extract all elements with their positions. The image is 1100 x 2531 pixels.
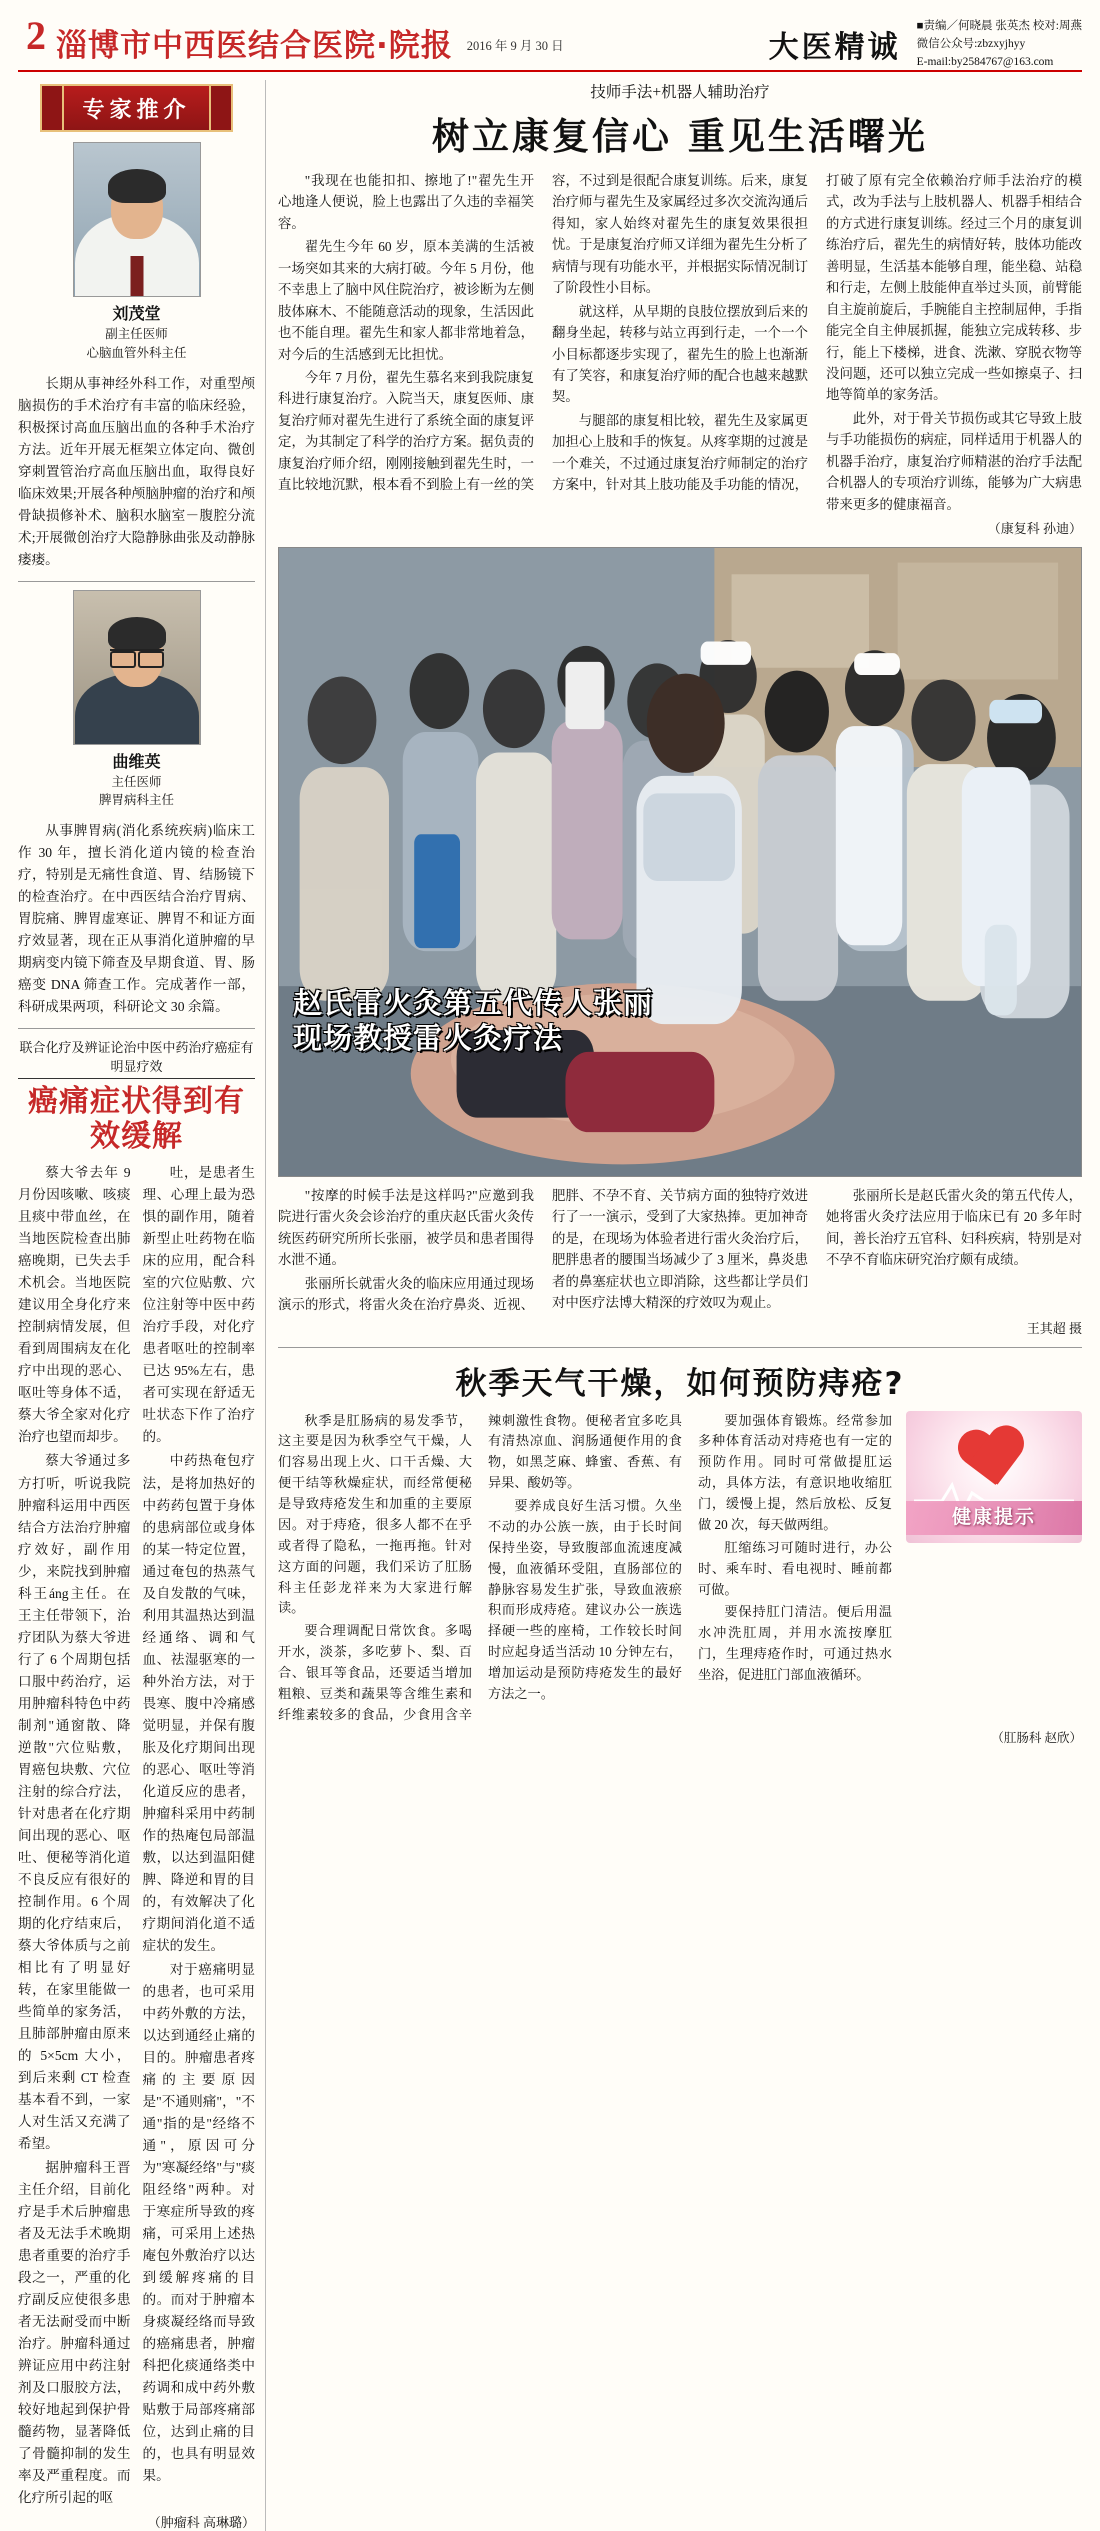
bottom-story-text bbox=[278, 1411, 892, 1726]
doctor-bio-block bbox=[18, 820, 255, 1018]
ribbon-wing-right bbox=[211, 84, 233, 132]
bottom-story-paragraph: 肛缩练习可随时进行，办公时、乘车时、看电视时、睡前都可做。 bbox=[698, 1539, 892, 1597]
doctor-bio-block bbox=[18, 373, 255, 571]
masthead-credits bbox=[917, 16, 1082, 71]
doctor-title-line-2: 心脑血管外科主任 bbox=[86, 345, 187, 360]
doctor-title-line-2: 脾胃病科主任 bbox=[98, 793, 174, 808]
doctor-title-line-1: 主任医师 bbox=[111, 774, 162, 789]
cancer-paragraph: 吐，是患者生理、心理上最为恐惧的副作用，随着新型止吐药物在临床的应用，配合科室的穴位贴敷、穴位注射等中医中药治疗手段，对化疗患者呕吐的控制率已达 95%左右，患者可实现在舒适无吐状态下作了治疗的。 bbox=[142, 1165, 255, 1445]
crowd-svg bbox=[279, 548, 1081, 1176]
cancer-byline: （肿瘤科 高琳璐） bbox=[147, 2515, 255, 2531]
doctor-name: 曲维英 bbox=[112, 751, 161, 771]
credits-line-1: ■责编／何晓晨 张英杰 校对:周燕 bbox=[916, 20, 1082, 32]
doctor-photo bbox=[73, 590, 201, 745]
top-story-paragraph: "我现在也能扣扣、擦地了!"翟先生开心地逢人便说，脸上也露出了久违的幸福笑容。 bbox=[278, 173, 534, 231]
bottom-story-paragraph: 秋季是肛肠病的易发季节，这主要是因为秋季空气干燥，人们容易出现上火、口干舌燥、大便干结等秋燥症状，而经常便秘是导致痔疮发生和加重的主要原因。对于痔疮，很多人都不在乎或者得了隐私，一拖再拖。针对这方面的问题，我们采访了肛肠科主任彭龙祥来为大家进行解读。 bbox=[278, 1412, 472, 1616]
doctor-photo bbox=[73, 142, 201, 297]
bottom-story-paragraph: 要保持肛门清洁。便后用温水冲洗肛周，并用水流按摩肛门，生理痔疮作时，可通过热水坐浴，促进肛门部血液循环。 bbox=[698, 1604, 892, 1682]
bottom-story-paragraph: 要养成良好生活习惯。久坐不动的办公族一族，由于长时间保持坐姿，导致腹部血流速度减慢，血液循环受阻，直肠部位的静脉容易发生扩张，导致血液瘀积而形成痔疮。建议办公一族选择硬一些的座椅，工作较长时间时应起身适当活动 10 分钟左右，增加运动是预防痔疮发生的最好方法之一。 bbox=[488, 1498, 682, 1701]
health-tip-label: 健康提示 bbox=[951, 1505, 1036, 1528]
masthead-slogan: 大医精诚 bbox=[768, 30, 901, 65]
top-story-text bbox=[278, 170, 1082, 515]
bottom-story-byline: （肛肠科 赵欣） bbox=[991, 1730, 1082, 1745]
hair-shape bbox=[108, 617, 166, 651]
doctor-name: 刘茂堂 bbox=[112, 304, 161, 323]
bottom-story-headline: 秋季天气干燥，如何预防痔疮? bbox=[455, 1365, 905, 1402]
ribbon-wing-left bbox=[40, 84, 62, 132]
top-story-byline: （康复科 孙迪） bbox=[987, 521, 1082, 536]
cancer-kicker bbox=[18, 1037, 255, 1079]
top-story-paragraph: 与腿部的康复相比较，翟先生及家属更加担心上肢和手的恢复。从疼挛期的过渡是一个难关，不过通过康复治疗师制定的治疗方案中，针对其上肢功能及手功能的情况，打破了原有完全依赖治疗师手法治疗的模式，改为手法与上肢机器人、机器手相结合的方式进行康复训练。经过三个月的康复训练治疗后，翟先生的病情好转，肢体功能改善明显，生活基本能够自理，能坐稳、站稳和行走，左侧上肢能伸直举过头顶，前臂能自主旋前旋后，手腕能自主控制屈伸，手指能完全自主伸展抓握，能独立完成转移、步行，能上下楼梯，进食、洗漱、穿脱衣物等没问题，还可以独立完成一些如擦桌子、扫地等简单的家务活。 bbox=[552, 173, 1082, 493]
cancer-paragraph: 对于癌痛明显的患者，也可采用中药外敷的方法，以达到通经止痛的目的。肿瘤患者疼痛的主要原因是"不通则痛"，"不通"指的是"经络不通"，原因可分为"寒凝经络"与"痰阻经络"两种。对于寒症所导致的疼痛，可采用上述热庵包外敷治疗以达到缓解疼痛的目的。而对于肿瘤本身痰凝经络而导致的癌痛患者，肿瘤科把化痰通络类中药调和成中药外敷贴敷于局部疼痛部位，达到止痛的目的，也具有明显效果。 bbox=[142, 1961, 255, 2484]
bottom-story-body bbox=[278, 1411, 892, 1726]
top-story-headline: 树立康复信心 重见生活曙光 bbox=[432, 115, 928, 158]
masthead bbox=[18, 14, 1082, 72]
expert-banner bbox=[18, 84, 255, 132]
top-story-body bbox=[278, 170, 1082, 515]
cancer-paragraph: 蔡大爷通过多方打听，听说我院肿瘤科运用中西医结合方法治疗肿瘤疗效好，副作用少，来院找到肿瘤科王áng主任。在王主任带领下，治疗团队为蔡大爷进行了 6 个周期包括口服中药治疗，运用肿瘤科特色中药制剂"通窗散、降逆散"穴位贴敷，胃癌包块敷、穴位注射的综合疗法，针对患者在化疗期间出现的恶心、呕吐、便秘等消化道不良反应有很好的控制作用。6 个周期的化疗结束后，蔡大爷体质与之前相比有了明显好转，在家里能做一些简单的家务活，且肺部肿瘤由原来的 5×5cm 大小，到后来剩 CT 检查基本看不到，一家人对生活又充满了希望。 bbox=[18, 1453, 131, 2151]
photo-credit: 王其超 摄 bbox=[1026, 1320, 1082, 1336]
cancer-kicker-text: 联合化疗及辨证论治中医中药治疗癌症有明显疗效 bbox=[18, 1037, 255, 1079]
paper-name: 淄博市中西医结合医院·院报 bbox=[56, 28, 453, 64]
photo-caption-line-1: 赵氏雷火灸第五代传人张丽 bbox=[293, 986, 654, 1021]
right-divider-1 bbox=[278, 1347, 1082, 1348]
cancer-headline: 癌痛症状得到有效缓解 bbox=[28, 1084, 245, 1154]
cancer-body bbox=[18, 1162, 255, 2509]
health-tip-logo bbox=[906, 1411, 1082, 1543]
glasses-icon bbox=[110, 649, 164, 662]
photo-story-text bbox=[278, 1185, 1082, 1316]
top-story-paragraph: 翟先生今年 60 岁，原本美满的生活被一场突如其来的大病打破。今年 5 月份，他不幸患上了脑中风住院治疗，被诊断为左侧肢体麻木、不能随意活动的现象，生活因此也不能自理。翟先生和家人都非常地着急，对今后的生活感到无比担忧。 bbox=[278, 239, 534, 362]
doctor-card bbox=[18, 590, 255, 811]
bottom-story-paragraph: 要加强体育锻炼。经常参加多种体育活动对痔疮也有一定的预防作用。同时可常做提肛运动，具体方法，有意识地收缩肛门，缓慢上提，然后放松、反复做 20 次，每天做两组。 bbox=[698, 1412, 892, 1532]
left-divider-1 bbox=[18, 581, 255, 582]
credits-line-3: E-mail:by2584767@163.com bbox=[916, 55, 1054, 68]
cancer-paragraph: 蔡大爷去年 9 月份因咳嗽、咳痰且痰中带血丝，在当地医院检查出肺癌晚期，已失去手术机会。当地医院建议用全身化疗来控制病情发展，但看到周围病友在化疗中出现的恶心、呕吐等身体不适，蔡大爷全家对化疗治疗也望而却步。 bbox=[18, 1165, 131, 1445]
top-story-paragraph: 今年 7 月份，翟先生慕名来到我院康复科进行康复治疗。入院当天，康复医师、康复治疗师对翟先生进行了系统全面的康复评定，为其制定了科学的治疗方案。据负责的康复治疗师介绍，刚刚接触到翟先生时，一直比较地沉默，根本看不到脸上有一丝的笑容，不过到是很配合康复训练。后来，康复治疗师与翟先生及家属经过多次交流沟通后得知，家人始终对翟先生的康复效果很担忧。于是康复治疗师又详细为翟先生分析了病情与现有功能水平，并根据实际情况制订了阶段性小目标。 bbox=[278, 173, 808, 493]
photo-story-paragraph: 张丽所长是赵氏雷火灸的第五代传人，她将雷火灸疗法应用于临床已有 20 多年时间，善长治疗五官科、妇科疾病，特别是对不孕不育临床研究治疗颇有成绩。 bbox=[826, 1188, 1082, 1268]
issue-date: 2016 年 9 月 30 日 bbox=[466, 39, 564, 53]
right-column bbox=[266, 80, 1082, 2531]
top-story-paragraph: 此外，对于骨关节损伤或其它导致上肢与手功能损伤的病症，同样适用于机器人的机器手治疗，康复治疗师精湛的治疗手法配合机器人的专项治疗训练，能够为广大病患带来更多的健康福音。 bbox=[826, 410, 1082, 512]
feature-photo bbox=[278, 547, 1082, 1177]
cancer-paragraph: 中药热奄包疗法，是将加热好的中药药包置于身体的患病部位或身体的某一特定位置，通过奄包的热蒸气及自发散的气味，利用其温热达到温经通络、调和气血、祛湿驱寒的一种外治方法，对于畏寒、腹中冷痛感觉明显，并保有腹胀及化疗期间出现的恶心、呕吐等消化道反应的患者，肿瘤科采用中药制作的热庵包局部温敷，以达到温阳健脾、降逆和胃的目的，有效解决了化疗期间消化道不适症状的发生。 bbox=[142, 1453, 255, 1953]
bottom-story-layout bbox=[278, 1411, 1082, 1726]
doctor-bio: 长期从事神经外科工作，对重型颅脑损伤的手术治疗有丰富的临床经验，积极探讨高血压脑出血的各种手术治疗方法。近年开展无框架立体定向、微创穿刺置管治疗高血压脑出血，取得良好临床效果;开展各种颅脑肿瘤的治疗和颅骨缺损修补术、脑积水脑室－腹腔分流术;开展微创治疗大隐静脉曲张及动静脉瘘瘘。 bbox=[18, 375, 255, 567]
photo-story-paragraph: "按摩的时候手法是这样吗?"应邀到我院进行雷火灸会诊治疗的重庆赵氏雷火灸传统医药研究所所长张丽，被学员和患者围得水泄不通。 bbox=[278, 1188, 534, 1268]
left-divider-2 bbox=[18, 1028, 255, 1029]
top-story-paragraph: 就这样，从早期的良肢位摆放到后来的翻身坐起，转移与站立再到行走，一个一个小目标都逐步实现了，翟先生的脸上也渐渐有了笑容，和康复治疗师的配合也越来越默契。 bbox=[552, 303, 808, 405]
doctor-bio: 从事脾胃病(消化系统疾病)临床工作 30 年，擅长消化道内镜的检查治疗，特别是无痛性食道、胃、结肠镜下的检查治疗。在中西医结合治疗胃病、胃脘痛、脾胃虚寒证、脾胃不和证方面疗效显著，现在正从事消化道肿瘤的早期病变内镜下筛查及早期食道、胃、肠癌变 DNA 筛查工作。完成著作一部，科研成果两项，科研论文 30 余篇。 bbox=[18, 823, 255, 1015]
necktie bbox=[130, 256, 143, 296]
masthead-right bbox=[769, 14, 1082, 71]
left-column bbox=[18, 80, 266, 2531]
photo-caption-line-2: 现场教授雷火灸疗法 bbox=[293, 1021, 564, 1056]
page-columns bbox=[18, 80, 1082, 2531]
hair-shape bbox=[108, 169, 166, 203]
photo-story-paragraph: 张丽所长就雷火灸的临床应用通过现场演示的形式，将雷火灸在治疗鼻炎、近视、肥胖、不孕不育、关节病方面的独特疗效进行了一一演示，受到了大家热捧。更加神奇的是，在现场为体验者进行雷火灸治疗后，肥胖患者的腰围当场减少了 3 厘米，鼻炎患者的鼻塞症状也立即消除，这些都让学员们对中医疗法博大精深的疗效叹为观止。 bbox=[278, 1188, 808, 1313]
photo-caption bbox=[293, 986, 653, 1056]
credits-line-2: 微信公众号:zbzxyjhyy bbox=[916, 37, 1026, 50]
photo-story-body bbox=[278, 1185, 1082, 1316]
expert-banner-label: 专家推介 bbox=[62, 84, 210, 132]
cancer-paragraph: 据肿瘤科王晋主任介绍，目前化疗是手术后肿瘤患者及无法手术晚期患者重要的治疗手段之一，严重的化疗副反应使很多患者无法耐受而中断治疗。肿瘤科通过辨证应用中药注射剂及口服胶方法，较好地起到保护骨髓药物，显著降低了骨髓抑制的发生率及严重程度。而化疗所引起的呕 bbox=[18, 2159, 131, 2506]
crowd-illustration bbox=[279, 548, 1081, 1176]
bottom-story-paragraph: 要合理调配日常饮食。多喝开水，淡茶，多吃萝卜、梨、百合、银耳等食品，还要适当增加粗粮、豆类和蔬果等含维生素和纤维素较多的食品，少食用含辛辣刺激性食物。便秘者宜多吃具有清热凉血、润肠通便作用的食物，如黑芝麻、蜂蜜、香蕉、有异果、酸奶等。 bbox=[278, 1412, 682, 1722]
doctor-card bbox=[18, 142, 255, 363]
doctor-title-line-1: 副主任医师 bbox=[105, 327, 168, 341]
top-story-kicker: 技师手法+机器人辅助治疗 bbox=[590, 84, 770, 101]
page-number: 2 bbox=[26, 13, 46, 58]
